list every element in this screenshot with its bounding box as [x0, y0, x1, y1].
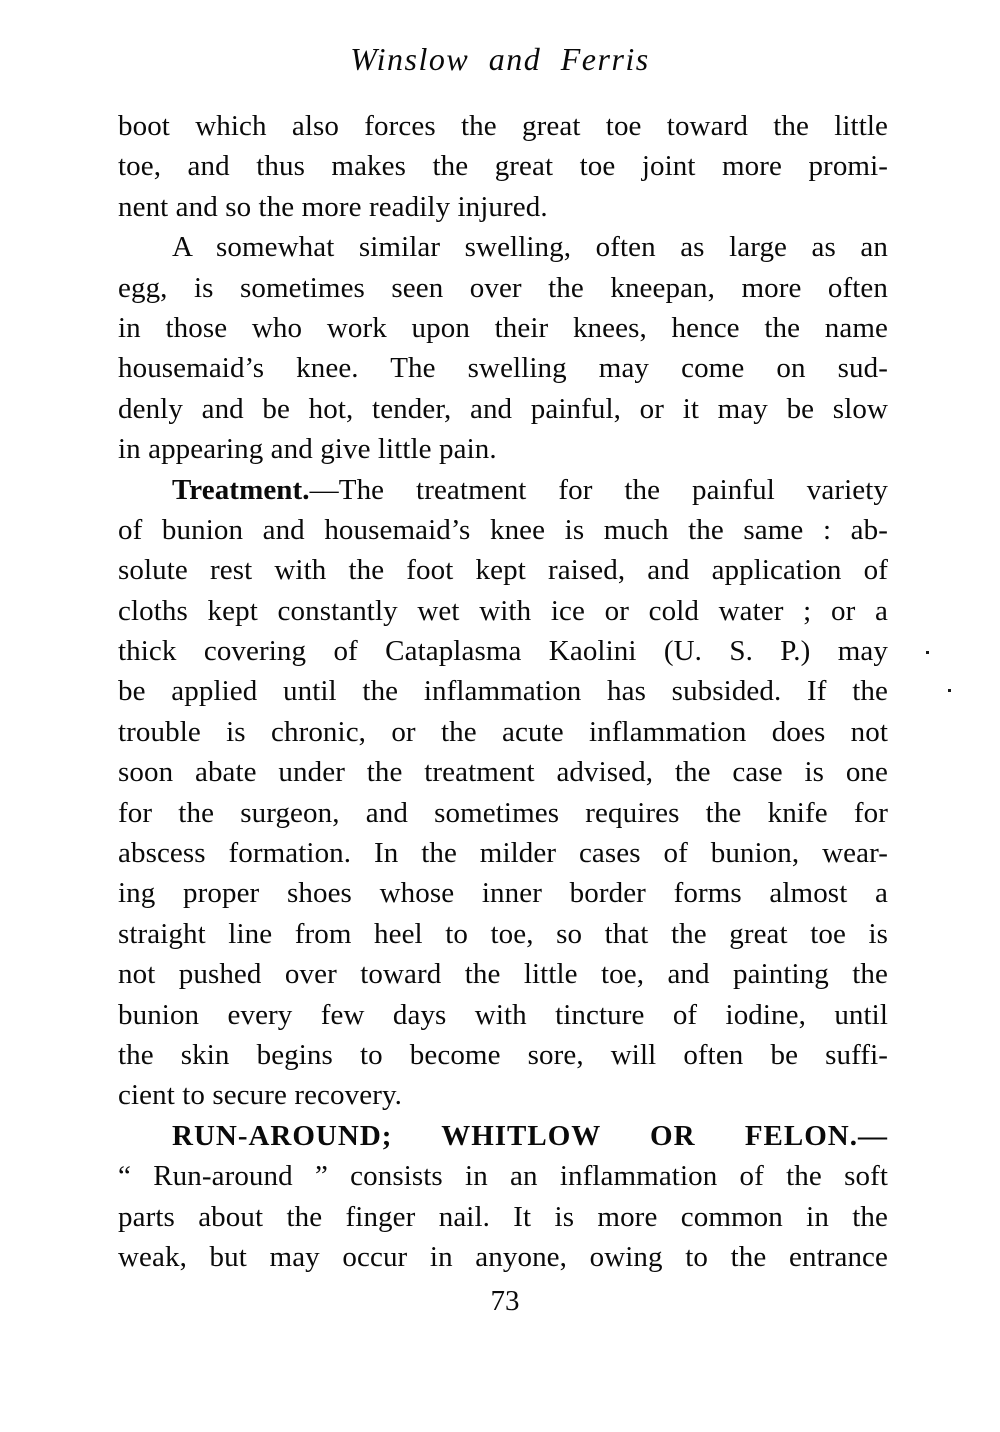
- text-line: abscess formation. In the milder cases of bunion, wear-: [118, 837, 888, 870]
- heading-dash: —: [309, 473, 339, 506]
- section-heading-line: RUN-AROUND; WHITLOW OR FELON.—: [172, 1119, 888, 1152]
- paragraph: [118, 106, 888, 227]
- run-in-heading: Treatment.: [172, 473, 310, 506]
- text-line: of bunion and housemaid’s knee is much the same : ab-: [118, 513, 888, 546]
- text-line: the skin begins to become sore, will often be suffi-: [118, 1038, 888, 1071]
- text-line: weak, but may occur in anyone, owing to the entrance: [118, 1240, 888, 1273]
- running-head: Winslow and Ferris: [350, 41, 650, 77]
- text-column: [118, 106, 888, 1277]
- text-line: egg, is sometimes seen over the kneepan, more often: [118, 271, 888, 304]
- text-line: thick covering of Cataplasma Kaolini (U. S. P.) may: [118, 635, 888, 668]
- text-line: “ Run-around ” consists in an inflammation of the soft: [118, 1160, 888, 1193]
- text-line: not pushed over toward the little toe, and painting the: [118, 958, 888, 991]
- text-line: for the surgeon, and sometimes requires the knife for: [118, 796, 888, 829]
- text-line: soon abate under the treatment advised, the case is one: [118, 756, 888, 789]
- paragraph: [118, 1116, 888, 1278]
- scan-speck: [948, 689, 951, 692]
- scan-speck: [926, 651, 929, 654]
- text-line: bunion every few days with tincture of iodine, until: [118, 998, 888, 1031]
- text-line: nent and so the more readily injured.: [118, 190, 548, 223]
- text-line: denly and be hot, tender, and painful, or it may be slow: [118, 392, 888, 425]
- text-line: ing proper shoes whose inner border forms almost a: [118, 877, 888, 910]
- text-line: in appearing and give little pain.: [118, 433, 497, 466]
- text-line: parts about the finger nail. It is more common in the: [118, 1200, 888, 1233]
- text-line: housemaid’s knee. The swelling may come on sud-: [118, 352, 888, 385]
- text-fragment: The treatment for the painful variety: [338, 473, 888, 506]
- text-line: in those who work upon their knees, hence the name: [118, 311, 888, 344]
- text-line: boot which also forces the great toe toward the little: [118, 110, 888, 142]
- text-line: be applied until the inflammation has subsided. If the: [118, 675, 888, 708]
- text-line: straight line from heel to toe, so that the great toe is: [118, 917, 888, 950]
- text-line: cloths kept constantly wet with ice or cold water ; or a: [118, 594, 888, 627]
- text-line: [118, 470, 888, 510]
- text-line: trouble is chronic, or the acute inflammation does not: [118, 715, 888, 748]
- paragraph: [118, 227, 888, 469]
- text-line: solute rest with the foot kept raised, and application of: [118, 554, 888, 587]
- text-line: A somewhat similar swelling, often as large as an: [172, 231, 888, 264]
- text-line: toe, and thus makes the great toe joint more promi-: [118, 150, 888, 183]
- paragraph: [118, 470, 888, 1116]
- page-number: 73: [490, 1285, 520, 1317]
- text-line: cient to secure recovery.: [118, 1079, 403, 1112]
